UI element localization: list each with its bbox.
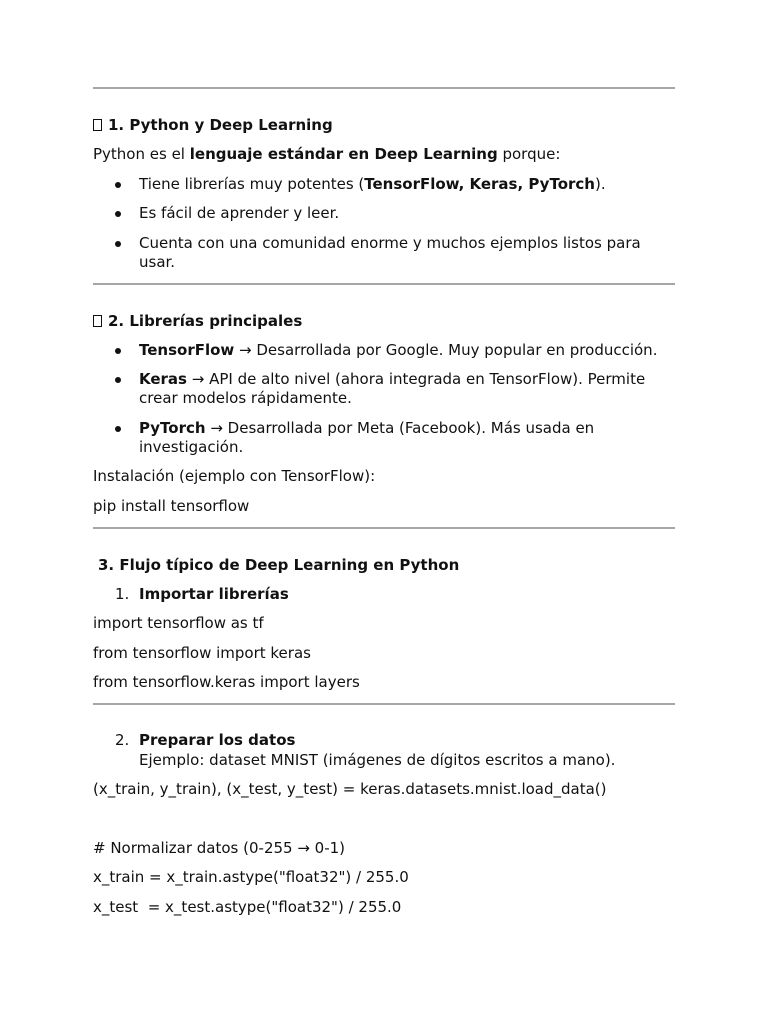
bullet-dot: [115, 426, 121, 432]
library-description: → Desarrollada por Google. Muy popular en producción.: [234, 341, 658, 359]
horizontal-rule: [93, 87, 675, 89]
list-item-suffix: ).: [594, 175, 606, 193]
section-1-heading: [93, 116, 333, 135]
section-1-intro: [93, 145, 560, 164]
code-line: from tensorflow.keras import layers: [93, 673, 360, 691]
bullet-dot: [115, 377, 121, 383]
bullet-dot: [115, 348, 121, 354]
step-2-title: Preparar los datos: [139, 731, 296, 749]
section-1-title: Python y Deep Learning: [129, 116, 333, 134]
library-item-keras: [139, 370, 645, 389]
list-item: Cuenta con una comunidad enorme y muchos ejemplos listos para: [139, 234, 641, 252]
horizontal-rule: [93, 703, 675, 705]
library-description-continuation: investigación.: [139, 438, 244, 456]
list-item-continuation: usar.: [139, 253, 176, 271]
section-2-title: Librerías principales: [129, 312, 303, 330]
section-2-number: 2.: [108, 312, 125, 330]
step-number: 1.: [115, 585, 130, 603]
library-description-continuation: crear modelos rápidamente.: [139, 389, 352, 407]
list-item-bold: TensorFlow, Keras, PyTorch: [364, 175, 595, 193]
horizontal-rule: [93, 283, 675, 285]
bullet-dot: [115, 182, 121, 188]
library-item-tensorflow: [139, 341, 657, 360]
list-item: [139, 175, 606, 194]
code-comment: # Normalizar datos (0-255 → 0-1): [93, 839, 346, 857]
step-1-title: Importar librerías: [139, 585, 289, 603]
intro-suffix: porque:: [497, 145, 561, 163]
code-line: from tensorflow import keras: [93, 644, 311, 662]
library-name: Keras: [139, 370, 187, 388]
library-description: → Desarrollada por Meta (Facebook). Más usada en: [205, 419, 595, 437]
section-3-heading: 3. Flujo típico de Deep Learning en Python: [98, 556, 460, 574]
step-2-description: Ejemplo: dataset MNIST (imágenes de dígitos escritos a mano).: [139, 751, 616, 769]
library-description: → API de alto nivel (ahora integrada en TensorFlow). Permite: [186, 370, 646, 388]
section-1-number: 1.: [108, 116, 125, 134]
bullet-dot: [115, 241, 121, 247]
list-item: Es fácil de aprender y leer.: [139, 204, 340, 222]
section-2-heading: [93, 312, 302, 331]
install-label: Instalación (ejemplo con TensorFlow):: [93, 467, 376, 485]
library-name: PyTorch: [139, 419, 206, 437]
code-line: x_test = x_test.astype("float32") / 255.0: [93, 898, 402, 916]
code-line: (x_train, y_train), (x_test, y_test) = keras.datasets.mnist.load_data(): [93, 780, 607, 798]
missing-glyph-icon: [93, 119, 102, 131]
install-command: pip install tensorflow: [93, 497, 250, 515]
list-item-text: Tiene librerías muy potentes (: [139, 175, 365, 193]
intro-text: Python es el: [93, 145, 190, 163]
library-item-pytorch: [139, 419, 594, 438]
horizontal-rule: [93, 527, 675, 529]
intro-bold: lenguaje estándar en Deep Learning: [189, 145, 498, 163]
bullet-dot: [115, 211, 121, 217]
step-number: 2.: [115, 731, 130, 749]
code-line: x_train = x_train.astype("float32") / 255.0: [93, 868, 409, 886]
library-name: TensorFlow: [139, 341, 235, 359]
missing-glyph-icon: [93, 315, 102, 327]
code-line: import tensorflow as tf: [93, 614, 264, 632]
